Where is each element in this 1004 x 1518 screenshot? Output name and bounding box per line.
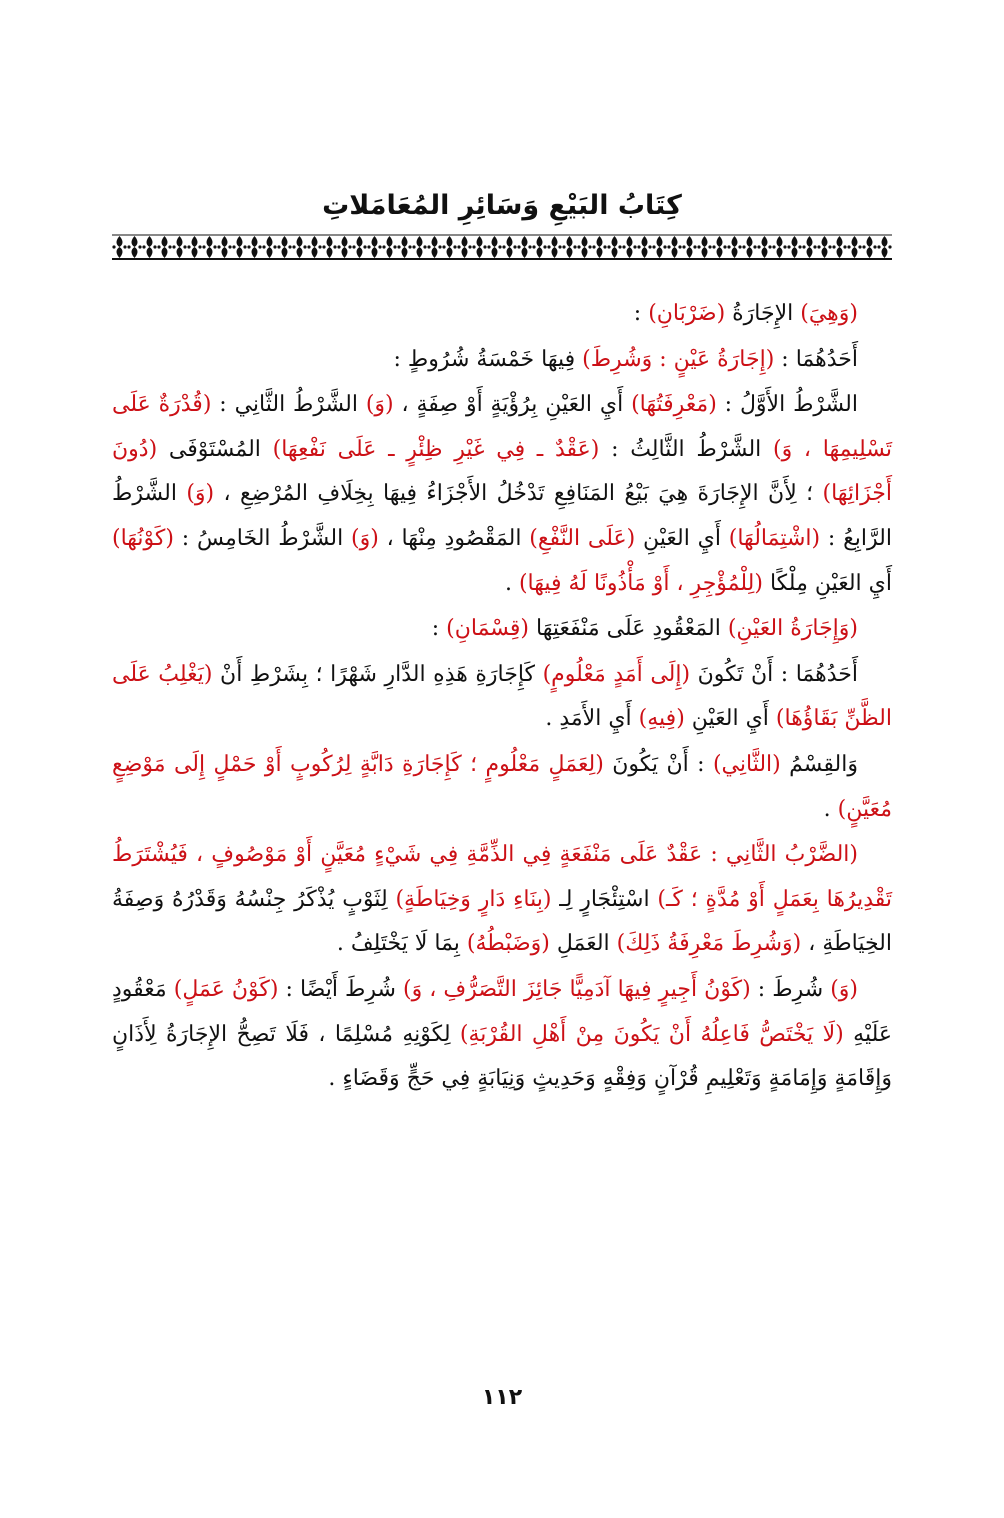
decorative-border-ornament <box>112 232 892 262</box>
page-number: ١١٢ <box>481 1385 523 1410</box>
matn-text-segment: (وَضَبْطُهُ) <box>466 931 550 957</box>
sharh-text-segment: بِمَا لَا يَخْتَلِفُ . <box>336 931 467 957</box>
paragraph <box>112 338 892 383</box>
main-text-body <box>112 292 892 1103</box>
sharh-text-segment: : <box>633 301 649 326</box>
sharh-text-segment: أَيِ العَيْنِ بِرُؤْيَةٍ أَوْ صِفَةٍ ، <box>393 392 632 418</box>
matn-text-segment: (وَ) <box>186 481 215 507</box>
sharh-text-segment: لِكَوْنِهِ مُسْلِمًا ، فَلَا تَصِحُّ الإِجَارَةُ لِأَذَانٍ وَإِقَامَةٍ وَإِمَامَةٍ وَتَعْلِيمِ قُرْآنٍ وَفِقْهٍ وَحَدِيثٍ وَنِيَابَةٍ فِي حَجٍّ وَقَضَاءٍ . <box>112 1021 892 1092</box>
matn-text-segment: (لِعَمَلٍ مَعْلُومٍ ؛ كَإِجَارَةِ دَابَّةٍ لِرُكُوبٍ أَوْ حَمْلٍ إِلَى مَوْضِعٍ مُعَيَّنٍ) <box>112 751 892 822</box>
paragraph <box>112 653 892 742</box>
matn-text-segment: (الثَّانِي) <box>712 751 781 777</box>
matn-text-segment: (لَا يَخْتَصُّ فَاعِلُهُ أَنْ يَكُونَ مِنْ أَهْلِ القُرْبَةِ) <box>459 1021 844 1047</box>
sharh-text-segment: المَقْصُودِ مِنْهَا ، <box>378 525 530 551</box>
sharh-text-segment: شُرِطَ : <box>750 976 831 1002</box>
sharh-text-segment: الإِجَارَةُ <box>725 301 801 326</box>
matn-text-segment: (كَوْنُهَا) <box>112 525 174 551</box>
sharh-text-segment: أَحَدُهُمَا : أَنْ تَكُونَ <box>690 661 859 687</box>
sharh-text-segment: أَيِ العَيْنِ مِلْكًا <box>762 570 892 596</box>
sharh-text-segment: الشَّرْطُ الرَّابِعُ : <box>112 481 892 551</box>
sharh-text-segment: ؛ لِأَنَّ الإِجَارَةَ هِيَ بَيْعُ المَنَافِعِ تَدْخُلُ الأَجْزَاءُ فِيهَا بِخِلَافِ المُرْضِعِ ، <box>214 481 823 507</box>
sharh-text-segment: الشَّرْطُ الثَّانِي : <box>211 392 366 418</box>
running-header-title: كِتَابُ البَيْعِ وَسَائِرِ المُعَامَلاتِ <box>322 190 682 221</box>
sharh-text-segment: : أَنْ يَكُونَ <box>603 751 713 777</box>
sharh-text-segment: الشَّرْطُ الخَامِسُ : <box>173 525 352 551</box>
sharh-text-segment: اسْتِئْجَارٍ لِـ <box>551 886 658 912</box>
matn-text-segment: (وَ) <box>830 976 859 1002</box>
sharh-text-segment: الشَّرْطُ الأَوَّلُ : <box>716 392 858 418</box>
paragraph <box>112 292 892 337</box>
matn-text-segment: (كَوْنُ أَجِيرٍ فِيهَا آدَمِيًّا جَائِزَ التَّصَرُّفِ ، وَ) <box>402 976 751 1002</box>
sharh-text-segment: مَعْقُودٍ عَلَيْهِ <box>112 976 892 1047</box>
sharh-text-segment: شُرِطَ أَيْضًا : <box>278 976 403 1002</box>
matn-text-segment: (الضَّرْبُ الثَّانِي : عَقْدٌ عَلَى مَنْفَعَةٍ فِي الذِّمَّةِ فِي شَيْءٍ مُعَيَّنٍ أَوْ مَوْصُوفٍ ، فَيُشْتَرَطُ تَقْدِيرُهَا بِعَمَلٍ أَوْ مُدَّةٍ ؛ كَـ) <box>112 842 892 912</box>
sharh-text-segment: المَعْقُودِ عَلَى مَنْفَعَتِهَا <box>529 616 728 642</box>
paragraph <box>112 743 892 832</box>
sharh-text-segment: العَمَلِ <box>549 931 617 957</box>
matn-text-segment: (عَقْدٌ ـ فِي غَيْرِ ظِئْرٍ ـ عَلَى نَفْعِهَا) <box>272 436 600 462</box>
matn-text-segment: (لِلْمُؤْجِرِ ، أَوْ مَأْذُونًا لَهُ فِيهَا) <box>518 570 763 596</box>
matn-text-segment: (قِسْمَانِ) <box>446 616 530 642</box>
sharh-text-segment: المُسْتَوْفَى <box>157 436 273 462</box>
matn-text-segment: (عَلَى النَّفْعِ) <box>529 525 636 551</box>
matn-text-segment: (وَإِجَارَةُ العَيْنِ) <box>727 616 858 642</box>
paragraph <box>112 968 892 1102</box>
matn-text-segment: (دُونَ أَجْزَائِهَا) <box>112 436 893 507</box>
paragraph <box>112 383 892 606</box>
sharh-text-segment: : <box>431 616 447 642</box>
matn-text-segment: (كَوْنُ عَمَلٍ) <box>173 976 279 1002</box>
sharh-text-segment: أَيِ العَيْنِ <box>684 706 776 732</box>
sharh-text-segment: أَيِ الأَمَدِ . <box>545 706 639 732</box>
matn-text-segment: (وَ) <box>351 525 379 551</box>
sharh-text-segment: أَيِ العَيْنِ <box>635 525 729 551</box>
matn-text-segment: (بِنَاءِ دَارٍ وَخِيَاطَةٍ) <box>395 886 552 912</box>
paragraph <box>112 833 892 967</box>
sharh-text-segment: أَحَدُهُمَا : <box>774 346 858 372</box>
sharh-text-segment: الشَّرْطُ الثَّالِثُ : <box>599 436 774 462</box>
matn-text-segment: (وَ) <box>365 392 394 418</box>
sharh-text-segment: وَالقِسْمُ <box>780 751 858 777</box>
sharh-text-segment: فِيهَا خَمْسَةُ شُرُوطٍ : <box>393 346 583 372</box>
matn-text-segment: (اشْتِمَالُهَا) <box>728 525 821 551</box>
matn-text-segment: (وَهِيَ) <box>800 301 858 326</box>
sharh-text-segment: لِثَوْبٍ يُذْكَرُ جِنْسُهُ وَقَدْرُهُ وَصِفَةُ الخِيَاطَةِ ، <box>112 886 892 957</box>
matn-text-segment: (مَعْرِفَتُهَا) <box>631 392 717 418</box>
sharh-text-segment: كَإِجَارَةِ هَذِهِ الدَّارِ شَهْرًا ؛ بِشَرْطِ أَنْ <box>212 661 543 687</box>
sharh-text-segment: . <box>504 570 519 596</box>
matn-text-segment: (إِجَارَةُ عَيْنٍ : وَشُرِطَ) <box>582 346 775 372</box>
sharh-text-segment: . <box>823 796 838 822</box>
matn-text-segment: (فِيهِ) <box>638 706 685 732</box>
matn-text-segment: (ضَرْبَانِ) <box>648 301 726 326</box>
paragraph <box>112 607 892 652</box>
matn-text-segment: (قُدْرَةٌ عَلَى تَسْلِيمِهَا ، وَ) <box>112 392 892 462</box>
matn-text-segment: (إِلَى أَمَدٍ مَعْلُومٍ) <box>542 661 691 687</box>
matn-text-segment: (يَغْلِبُ عَلَى الظَّنِّ بَقَاؤُهَا) <box>112 661 892 732</box>
matn-text-segment: (وَشُرِطَ مَعْرِفَةُ ذَلِكَ) <box>616 931 802 957</box>
